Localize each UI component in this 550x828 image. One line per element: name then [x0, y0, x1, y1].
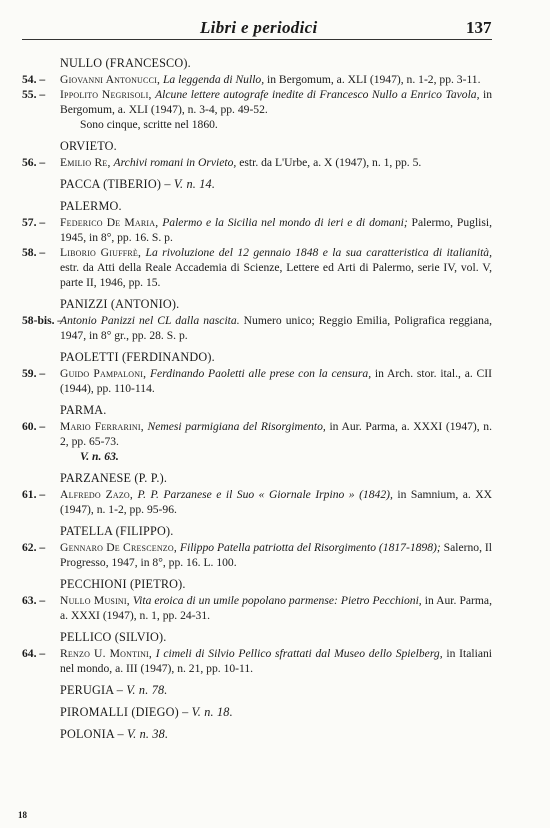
section-heading-text: PACCA (TIBERIO) –: [60, 177, 171, 191]
section-heading-text: NULLO (FRANCESCO).: [60, 56, 191, 70]
entry-number: 63. –: [22, 594, 46, 607]
running-title: Libri e periodici: [200, 18, 318, 37]
entry-title: I cimeli di Silvio Pellico sfrattati dal Museo dello Spielberg,: [155, 647, 443, 660]
entry-number: 61. –: [22, 488, 46, 501]
entry-author: Mario Ferrarini,: [60, 420, 144, 433]
bibliography-entry: [22, 313, 492, 343]
entry-number: 58. –: [22, 246, 46, 259]
entry-title: Archivi romani in Orvieto,: [113, 156, 237, 169]
section-heading: [22, 139, 492, 154]
entry-title: Alcune lettere autografe inedite di Francesco Nullo a Enrico Tavola,: [155, 88, 480, 101]
entry-number: 64. –: [22, 647, 46, 660]
entry-number: 60. –: [22, 420, 46, 433]
cross-reference: V. n. 18.: [191, 705, 233, 719]
entry-title: Ferdinando Paoletti alle prese con la censura,: [149, 367, 372, 380]
section-heading: [22, 350, 492, 365]
entry-publication: in Bergomum, a. XLI (1947), n. 1-2, pp. 3-11.: [267, 73, 481, 86]
section-heading: [22, 630, 492, 645]
entry-number: 62. –: [22, 541, 46, 554]
section-heading-text: PANIZZI (ANTONIO).: [60, 297, 180, 311]
entry-cross-reference: V. n. 63.: [80, 450, 119, 463]
entry-publication: estr. da Atti della Reale Accademia di Scienze, Lettere ed Arti di Palermo, serie IV, vol. V, parte II, 1946, pp. 15.: [60, 261, 492, 289]
entry-publication: estr. da L'Urbe, a. X (1947), n. 1, pp. 5.: [239, 156, 422, 169]
entry-number: 56. –: [22, 156, 46, 169]
bibliography-entry: [22, 646, 492, 676]
entry-number: 59. –: [22, 367, 46, 380]
section-heading-text: PERUGIA –: [60, 683, 124, 697]
entry-author: Ippolito Negrisoli,: [60, 88, 152, 101]
entry-number: 57. –: [22, 216, 46, 229]
section-heading-text: PARMA.: [60, 403, 107, 417]
entry-title: Antonio Panizzi nel CL dalla nascita.: [60, 314, 240, 327]
section-heading-text: PIROMALLI (DIEGO) –: [60, 705, 189, 719]
entry-author: Alfredo Zazo,: [60, 488, 133, 501]
entry-title: La leggenda di Nullo,: [162, 73, 265, 86]
bibliography-entry: [22, 487, 492, 517]
entry-publication: Numero unico; Reggio Emilia, Poligrafica reggiana, 1947, in 8° gr., pp. 28. S. p.: [60, 314, 492, 342]
section-heading-text: PAOLETTI (FERDINANDO).: [60, 350, 215, 364]
section-heading: [22, 705, 492, 720]
page-number: 137: [466, 18, 492, 37]
section-heading-text: PATELLA (FILIPPO).: [60, 524, 174, 538]
bibliography-entry: [22, 419, 492, 449]
entry-number: 55. –: [22, 88, 46, 101]
section-heading: [22, 524, 492, 539]
bibliography-entry: [22, 72, 492, 87]
section-heading-text: POLONIA –: [60, 727, 124, 741]
entry-author: Nullo Musini,: [60, 594, 130, 607]
entry-number: 54. –: [22, 73, 46, 86]
entry-publication: in Aur. Parma, a. XXXI (1947), n. 2, pp. 65-73.: [60, 420, 493, 448]
entry-note: Sono cinque, scritte nel 1860.: [80, 118, 218, 131]
entry-publication: in Samnium, a. XX (1947), n. 1-2, pp. 95-96.: [60, 488, 493, 516]
entry-author: Emilio Re,: [60, 156, 111, 169]
section-heading: [22, 403, 492, 418]
signature-mark: 18: [18, 810, 27, 820]
bibliography-entry: [22, 593, 492, 623]
entry-author: Renzo U. Montini,: [60, 647, 153, 660]
entry-author: Gennaro De Crescenzo,: [60, 541, 177, 554]
section-heading: [22, 727, 492, 742]
entry-publication: in Arch. stor. ital., a. CII (1944), pp. 110-114.: [60, 367, 492, 395]
section-heading-text: PARZANESE (P. P.).: [60, 471, 168, 485]
cross-reference: V. n. 38.: [127, 727, 169, 741]
section-heading: [22, 177, 492, 192]
entry-publication: in Bergomum, a. XLI (1947), n. 3-4, pp. 49-52.: [60, 88, 493, 116]
section-heading: [22, 577, 492, 592]
entry-author: Giovanni Antonucci,: [60, 73, 161, 86]
bibliography-entry: [22, 87, 492, 117]
section-heading-text: ORVIETO.: [60, 139, 117, 153]
bibliography-list: [22, 56, 492, 743]
entry-publication: in Italiani nel mondo, a. III (1947), n. 21, pp. 10-11.: [60, 647, 492, 675]
section-heading: [22, 471, 492, 486]
section-heading-text: PECCHIONI (PIETRO).: [60, 577, 186, 591]
entry-publication: in Aur. Parma, a. XXXI (1947), n. 1, pp. 24-31.: [60, 594, 492, 622]
bibliography-entry: [22, 540, 492, 570]
section-heading-text: PALERMO.: [60, 199, 122, 213]
entry-title: Nemesi parmigiana del Risorgimento,: [147, 420, 326, 433]
cross-reference: V. n. 14.: [173, 177, 216, 191]
bibliography-entry: [22, 245, 492, 290]
section-heading: [22, 199, 492, 214]
section-heading: [22, 56, 492, 71]
bibliography-entry: [22, 155, 492, 170]
entry-publication: Salerno, Il Progresso, 1947, in 8°, pp. 16. L. 100.: [60, 541, 492, 569]
bibliography-entry: [22, 215, 492, 245]
entry-title: La rivoluzione del 12 gennaio 1848 e la sua caratteristica di italianità,: [145, 246, 492, 259]
entry-author: Federico De Maria,: [60, 216, 159, 229]
section-heading: [22, 297, 492, 312]
page-header: [0, 10, 550, 36]
bibliography-entry: [22, 366, 492, 396]
section-heading-text: PELLICO (SILVIO).: [60, 630, 167, 644]
entry-author: Liborio Giuffrè,: [60, 246, 142, 259]
section-heading: [22, 683, 492, 698]
header-rule: [22, 39, 492, 40]
cross-reference: V. n. 78.: [126, 683, 168, 697]
entry-author: Guido Pampaloni,: [60, 367, 147, 380]
entry-title: Filippo Patella patriotta del Risorgimento (1817-1898);: [179, 541, 441, 554]
entry-number: 58-bis. –: [22, 314, 64, 327]
entry-title: Vita eroica di un umile popolano parmense: Pietro Pecchioni,: [132, 594, 422, 607]
entry-title: Palermo e la Sicilia nel mondo di ieri e di domani;: [162, 216, 408, 229]
entry-title: P. P. Parzanese e il Suo « Giornale Irpino » (1842),: [137, 488, 393, 501]
entry-publication: Palermo, Puglisi, 1945, in 8°, pp. 16. S. p.: [60, 216, 493, 244]
